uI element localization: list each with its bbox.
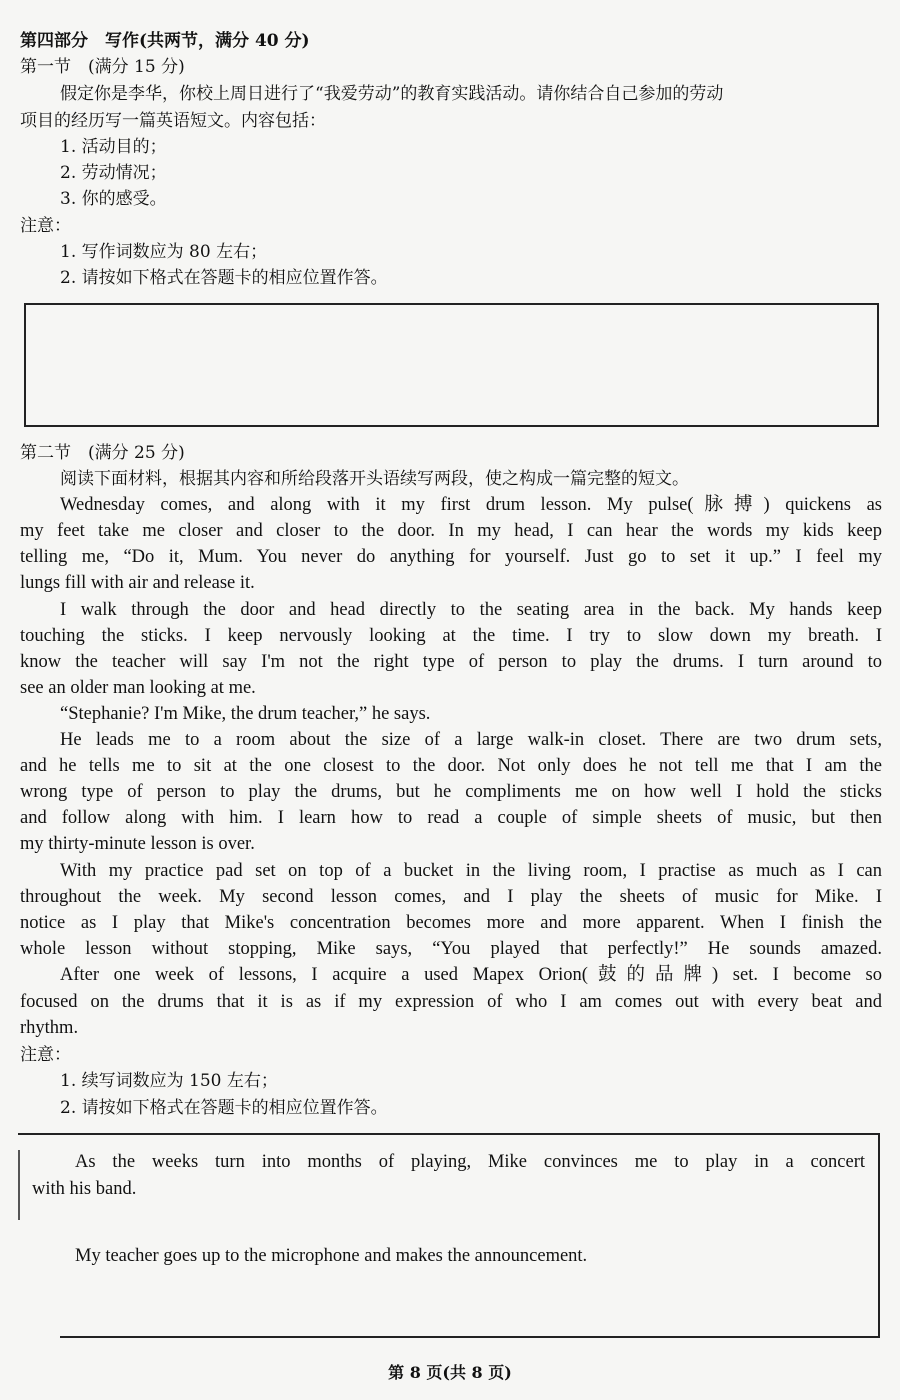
passage-line: wrong type of person to play the drums, but he compliments me on how well I hold the sticks xyxy=(20,782,882,802)
section1-item: 1. 活动目的； xyxy=(60,137,167,157)
passage-line: I walk through the door and head directly to the seating area in the back. My hands keep xyxy=(60,600,882,620)
continuation-para1-start-cont: with his band. xyxy=(32,1179,137,1199)
passage-line: lungs fill with air and release it. xyxy=(20,573,255,593)
passage-line: With my practice pad set on top of a bucket in the living room, I practise as much as I can xyxy=(60,861,882,881)
section1-item: 2. 劳动情况； xyxy=(60,163,167,183)
section1-note: 2. 请按如下格式在答题卡的相应位置作答。 xyxy=(60,268,388,288)
passage-line: telling me, “Do it, Mum. You never do anything for yourself. Just go to set it up.” I feel my xyxy=(20,547,882,567)
section1-note: 1. 写作词数应为 80 左右； xyxy=(60,242,268,262)
section2-instruction: 阅读下面材料，根据其内容和所给段落开头语续写两段，使之构成一篇完整的短文。 xyxy=(60,469,689,489)
page-footer: 第 8 页(共 8 页) xyxy=(388,1363,512,1382)
passage-line: After one week of lessons, I acquire a used Mapex Orion(鼓的品牌) set. I become so xyxy=(60,965,882,985)
answer-box-section1 xyxy=(24,303,879,427)
passage-line: and follow along with him. I learn how to read a couple of simple sheets of music, but then xyxy=(20,808,882,828)
section1-item: 3. 你的感受。 xyxy=(60,189,167,209)
section2-note: 2. 请按如下格式在答题卡的相应位置作答。 xyxy=(60,1098,388,1118)
answer-box-left-edge xyxy=(18,1150,20,1220)
passage-line: He leads me to a room about the size of a large walk-in closet. There are two drum sets, xyxy=(60,730,882,750)
passage-line: whole lesson without stopping, Mike says, “You played that perfectly!” He sounds amazed. xyxy=(20,939,882,959)
section1-heading: 第一节 (满分 15 分) xyxy=(20,57,185,77)
passage-line: and he tells me to sit at the one closest to the door. Not only does he not tell me that I am the xyxy=(20,756,882,776)
section2-note: 1. 续写词数应为 150 左右； xyxy=(60,1071,278,1091)
passage-line: throughout the week. My second lesson comes, and I play the sheets of music for Mike. I xyxy=(20,887,882,907)
passage-line: my thirty-minute lesson is over. xyxy=(20,834,255,854)
continuation-para1-start: As the weeks turn into months of playing, Mike convinces me to play in a concert xyxy=(75,1152,865,1172)
part-heading: 第四部分 写作(共两节，满分 40 分) xyxy=(20,31,310,51)
continuation-para2-start: My teacher goes up to the microphone and makes the announcement. xyxy=(75,1246,588,1266)
passage-line: notice as I play that Mike's concentration becomes more and more apparent. When I finish the xyxy=(20,913,882,933)
passage-line: touching the sticks. I keep nervously looking at the time. I try to slow down my breath. I xyxy=(20,626,882,646)
section1-note-label: 注意： xyxy=(20,216,71,236)
passage-line: my feet take me closer and closer to the door. In my head, I can hear the words my kids keep xyxy=(20,521,882,541)
section1-prompt-line2: 项目的经历写一篇英语短文。内容包括： xyxy=(20,111,326,131)
answer-box-bottom-edge xyxy=(60,1336,880,1338)
section1-prompt-line1: 假定你是李华，你校上周日进行了“我爱劳动”的教育实践活动。请你结合自己参加的劳动 xyxy=(60,84,724,104)
passage-line: see an older man looking at me. xyxy=(20,678,256,698)
passage-line: “Stephanie? I'm Mike, the drum teacher,” he says. xyxy=(60,704,431,724)
passage-line: Wednesday comes, and along with it my first drum lesson. My pulse(脉搏) quickens as xyxy=(60,495,882,515)
passage-line: know the teacher will say I'm not the right type of person to play the drums. I turn around to xyxy=(20,652,882,672)
passage-line: rhythm. xyxy=(20,1018,79,1038)
section2-heading: 第二节 (满分 25 分) xyxy=(20,443,185,463)
section2-note-label: 注意： xyxy=(20,1045,71,1065)
passage-line: focused on the drums that it is as if my expression of who I am comes out with every beat and xyxy=(20,992,882,1012)
